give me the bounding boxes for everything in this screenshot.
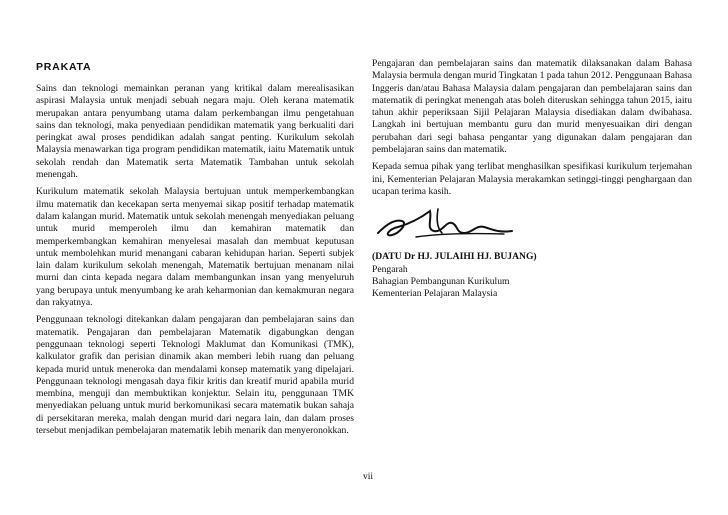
page-number: vii <box>362 472 374 482</box>
paragraph: Sains dan teknologi memainkan peranan yang kritikal dalam merealisasikan aspirasi Malaysia untuk menjadi sebuah negara maju. Oleh kerana matematik merupakan antara penyumbang utama dalam perkembangan ilmu pengetahuan sains dan teknologi, maka penyediaan pendidikan matematik yang berkualiti dari peringkat awal proses pendidikan adalah sangat penting. Kurikulum sekolah Malaysia menawarkan tiga program pendidikan matematik, iaitu Matematik untuk sekolah rendah dan Matematik serta Matematik Tambahan untuk sekolah menengah. <box>36 83 354 181</box>
handwritten-signature <box>372 203 522 247</box>
paragraph: Kurikulum matematik sekolah Malaysia bertujuan untuk memperkembangkan ilmu matematik dan kecekapan serta menyemai sikap positif terhadap matematik dalam kalangan murid. Matematik untuk sekolah menengah menyediakan peluang untuk murid memperoleh ilmu dan kemahiran matematik dan memperkembangkan kemahiran menyelesai masalah dan membuat keputusan untuk membolehkan murid menangani cabaran kehidupan harian. Seperti subjek lain dalam kurikulum sekolah menengah, Matematik bertujuan menanam nilai murni dan cinta kepada negara dalam membangunkan insan yang menyeluruh yang berupaya untuk menyumbang ke arah keharmonian dan kemakmuran negara dan rakyatnya. <box>36 186 354 309</box>
paragraph: Kepada semua pihak yang terlibat menghasilkan spesifikasi kurikulum terjemahan ini, Kementerian Pelajaran Malaysia merakamkan setinggi-tinggi penghargaan dan ucapan terima kasih. <box>372 161 692 197</box>
signer-name: (DATU Dr HJ. JULAIHI HJ. BUJANG) <box>372 251 537 263</box>
left-column <box>36 58 354 442</box>
signer-ministry: Kementerian Pelajaran Malaysia <box>372 288 498 300</box>
paragraph: Penggunaan teknologi ditekankan dalam pengajaran dan pembelajaran sains dan matematik. Pengajaran dan pembelajaran Matematik digabungkan dengan penggunaan teknologi seperti Teknologi Maklumat dan Komunikasi (TMK), kalkulator grafik dan perisian dinamik akan memberi lebih ruang dan peluang kepada murid untuk meneroka dan mendalami konsep matematik yang dipelajari. Penggunaan teknologi mengasah daya fikir kritis dan kreatif murid apabila murid membina, menguji dan membuktikan konjektur. Selain itu, penggunaan TMK menyediakan peluang untuk murid berkomunikasi secara matematik bukan sahaja di persekitaran mereka, malah dengan murid dari negara lain, dan dalam proses tersebut menjadikan pembelajaran matematik lebih menarik dan menyeronokkan. <box>36 314 354 437</box>
right-column <box>372 58 692 300</box>
signer-department: Bahagian Pembangunan Kurikulum <box>372 275 510 287</box>
paragraph: Pengajaran dan pembelajaran sains dan matematik dilaksanakan dalam Bahasa Malaysia bermula dengan murid Tingkatan 1 pada tahun 2012. Penggunaan Bahasa Inggeris dan/atau Bahasa Malaysia dalam pengajaran dan pembelajaran sains dan matematik di peringkat menengah atas boleh diteruskan sehingga tahun 2015, iaitu tahun akhir peperiksaan Sijil Pelajaran Malaysia disediakan dalam dwibahasa. Langkah ini bertujuan membantu guru dan murid menyesuaikan diri dengan perubahan dari segi bahasa pengantar yang digunakan dalam pengajaran dan pembelajaran sains dan matematik. <box>372 58 692 156</box>
signer-title: Pengarah <box>372 263 408 275</box>
page-heading: PRAKATA <box>36 61 92 73</box>
